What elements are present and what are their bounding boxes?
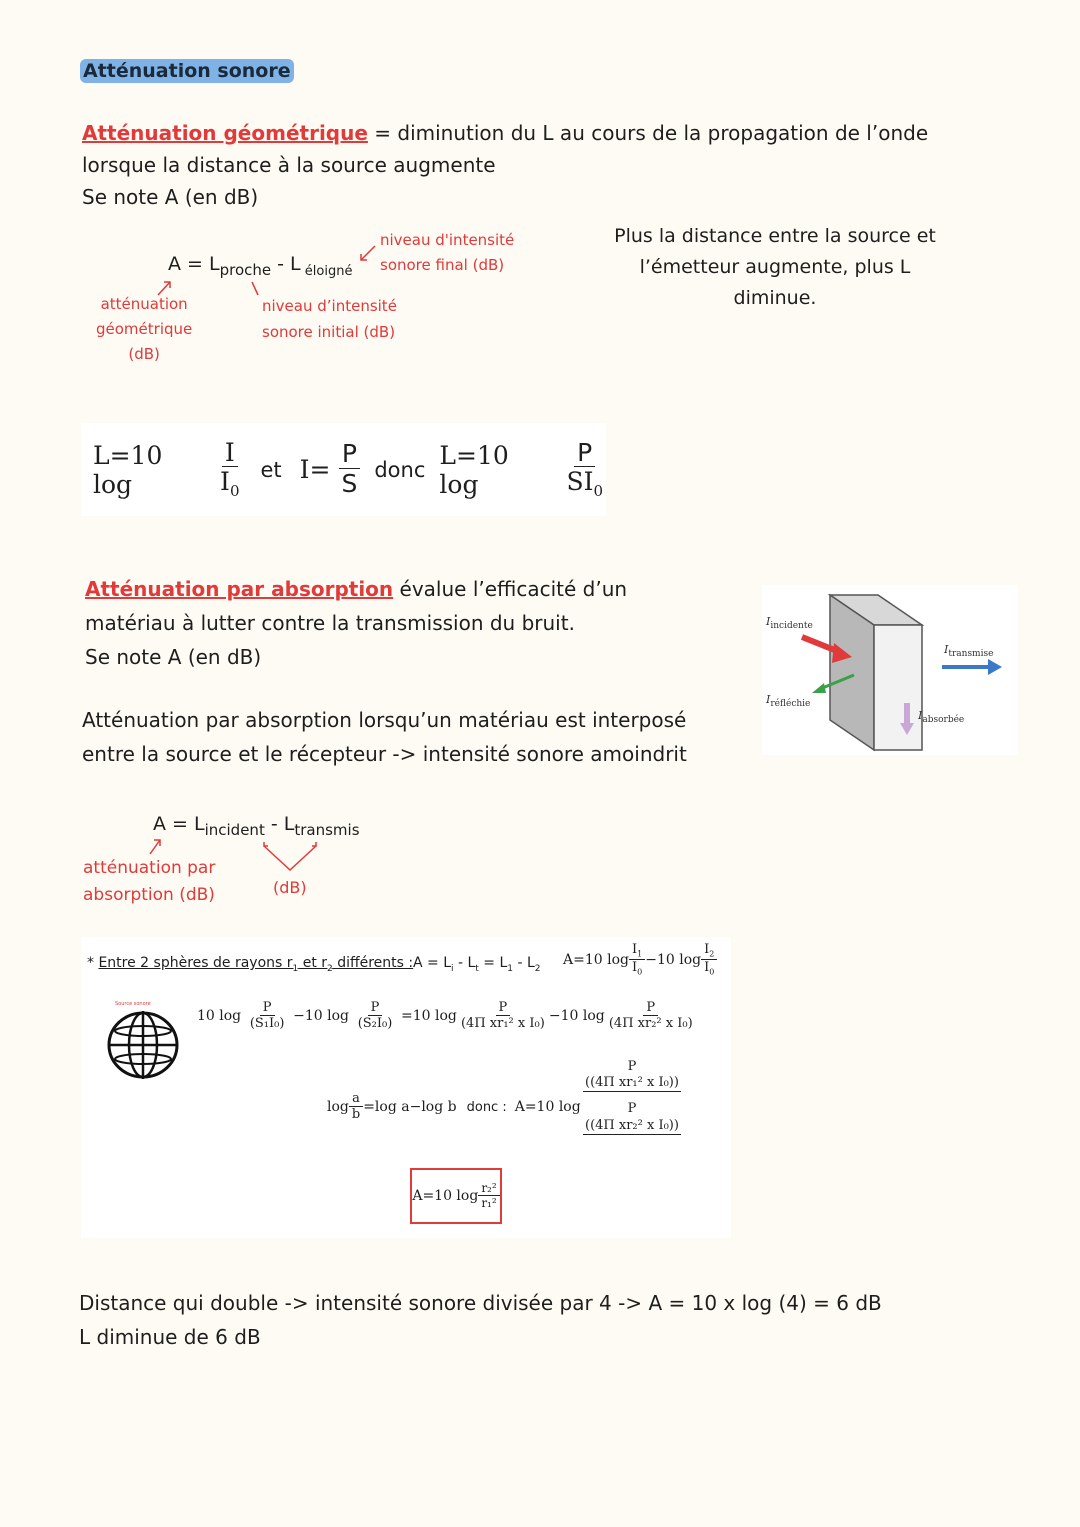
label-initial: niveau d’intensité sonore initial (dB) — [262, 297, 397, 341]
wall-front — [874, 625, 922, 750]
geo-definition — [82, 117, 982, 213]
geo-line2: lorsque la distance à la source augmente — [82, 153, 496, 177]
spheres-big-frac: P ((4Π xr₁² x I₀)) P ((4Π xr₂² x I₀)) — [585, 1059, 679, 1133]
formula-I-eq: I= — [299, 455, 331, 484]
label-final: niveau d'intensité sonore final (dB) — [380, 231, 515, 274]
final-result-box: A=10 log $\frac{\text{r₂²}}{\text{r₁²}}$ — [410, 1168, 502, 1224]
abs-label-att: atténuation par absorption (dB) — [83, 858, 216, 905]
geo-line1: = diminution du L au cours de la propagation de l’onde — [367, 121, 929, 145]
frac-I-I0: $\frac{I}{I_0}$ — [220, 437, 240, 501]
arrow-initial — [252, 282, 258, 295]
absorption-diagram — [762, 585, 1018, 755]
abs-label-db: (dB) — [273, 878, 307, 897]
title-highlight: Atténuation sonore — [80, 59, 294, 83]
abs-definition: Atténuation par absorption évalue l’efficacité d’un matériau à lutter contre la transmission du bruit. Se note A (en dB) — [85, 577, 628, 669]
label-reflechie: $I_{réfléchie}$ — [766, 693, 811, 710]
spheres-eq2: A=10 log $\frac{I_1}{I_0}$ −10 log $\frac{I_2}{I_0}$ — [563, 943, 717, 978]
label-incidente: $I_{incidente}$ — [766, 615, 813, 632]
wall-svg — [762, 585, 1018, 755]
formula-L: L=10 log — [93, 440, 163, 499]
reflected-arrowhead — [812, 683, 826, 693]
spheres-row2: 10 log $\frac{P}{\text{(S₁I₀)}}$ −10 log $\frac{P}{\text{(S₂I₀)}}$ =10 log $\frac{P}{\text{(4Π xr₁² x I₀)}}$ −10 log $\frac{P}{\text{(4Π xr₂² x I₀)}}$ — [197, 1000, 693, 1032]
geo-formula-A: A = L — [168, 253, 220, 275]
spheres-log-rule: log $\frac{a}{b}$ =log a−log b donc : A=10 log — [327, 1091, 581, 1123]
abs-term: Atténuation par absorption — [85, 577, 394, 601]
formula-et: et — [260, 457, 282, 482]
frac-P-SI0: $\frac{P}{SI_0}$ — [566, 437, 603, 501]
geo-term: Atténuation géométrique — [82, 121, 368, 145]
geo-formula-proche: proche — [219, 260, 272, 279]
transmitted-arrowhead — [988, 659, 1002, 675]
label-transmise: $I_{transmise}$ — [944, 643, 994, 660]
formula-box — [81, 423, 606, 516]
abs-paragraph: Atténuation par absorption lorsqu’un matériau est interposé entre la source et le récepteur -> intensité sonore amoindrit — [82, 708, 687, 766]
frac-P-S: $\frac{P}{S}$ — [338, 440, 360, 499]
geo-formula-minus: - L — [271, 253, 301, 275]
geo-formula-eloigne: éloigné — [300, 263, 353, 279]
conclusion: Distance qui double -> intensité sonore divisée par 4 -> A = 10 x log (4) = 6 dB L diminue de 6 dB — [79, 1291, 882, 1349]
sphere-icon — [105, 1009, 181, 1081]
label-absorbee: $I_{absorbée}$ — [918, 709, 965, 726]
spheres-eq1: $A = L_i - L_t = L_1 - L_2$ — [413, 955, 541, 974]
geo-line3: Se note A (en dB) — [82, 185, 259, 209]
geo-note: Plus la distance entre la source et l’émetteur augmente, plus L diminue. — [614, 225, 936, 309]
formula-L2: L=10 log — [439, 440, 509, 499]
spheres-box — [81, 937, 731, 1238]
formula-donc: donc — [374, 457, 426, 482]
abs-formula: $A = L_{incident} - L_{transmis}$ — [153, 813, 360, 839]
spheres-heading: * Entre 2 sphères de rayons $r_1$ et $r_2$ différents : — [87, 955, 414, 974]
source-label: Source sonore — [115, 1001, 151, 1007]
page-title — [80, 60, 294, 82]
label-att-geo: atténuation géométrique (dB) — [96, 295, 193, 363]
